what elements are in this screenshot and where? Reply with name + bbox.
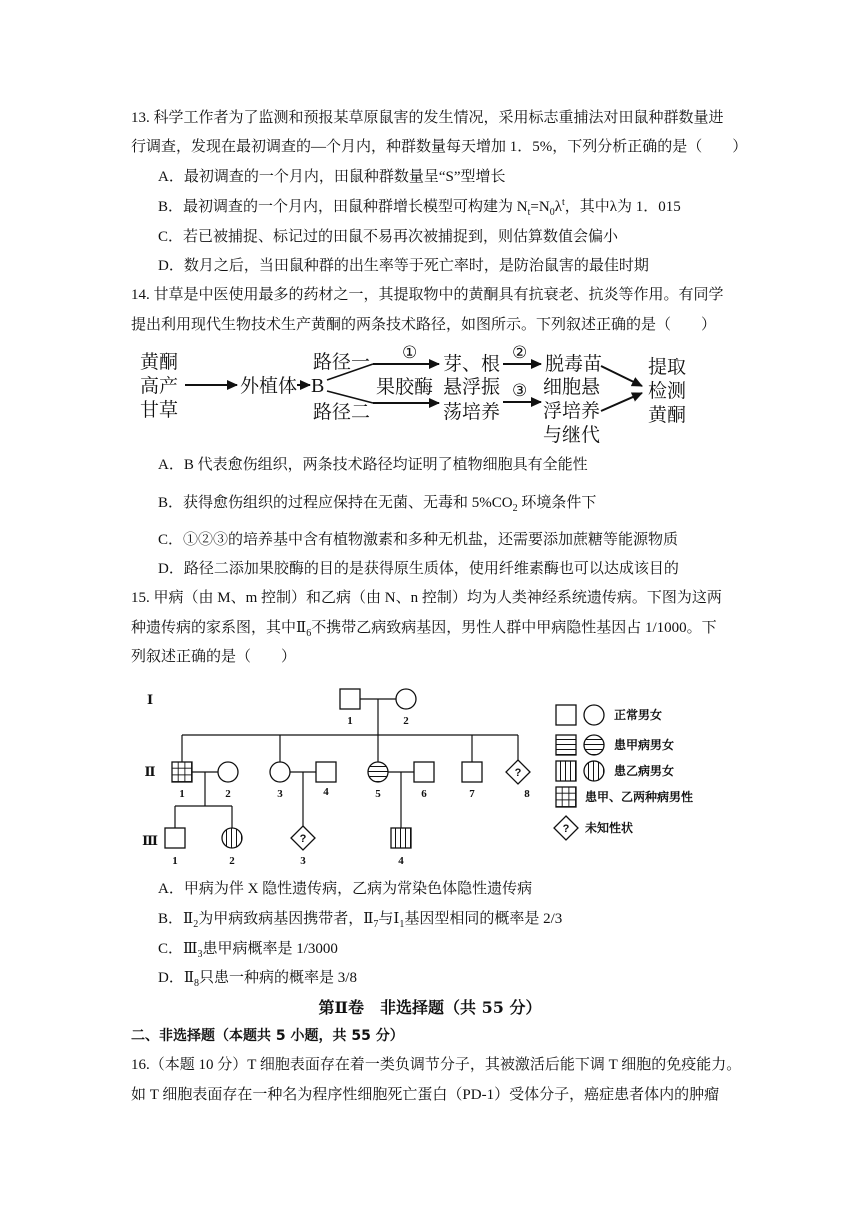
individual-III1-normal-male [165, 828, 185, 848]
q14-option-b [158, 493, 596, 513]
extract-line-2: 检测 [648, 380, 687, 402]
step-1-marker: ① [402, 343, 418, 363]
legend-label: 患甲病男女 [614, 738, 675, 752]
option-text: B．Ⅱ [158, 911, 194, 927]
individual-subscript: 7 [373, 919, 379, 930]
generation-label-3: Ⅲ [142, 833, 158, 848]
individual-II3-normal-female [270, 762, 290, 782]
extract-line-1: 提取 [648, 356, 687, 378]
q13-option-d: D．数月之后，当田鼠种群的出生率等于死亡率时，是防治鼠害的最佳时期 [158, 258, 649, 274]
explant-label: 外植体 [240, 375, 298, 397]
individual-number: 2 [229, 855, 235, 867]
q13-option-b-tail: ，其中λ为 1．015 [564, 199, 681, 215]
individual-I2-normal-female [396, 689, 416, 709]
step-2-marker: ② [512, 343, 528, 363]
individual-subscript: 1 [399, 919, 405, 930]
formula-superscript-t: t [561, 197, 565, 208]
q15-stem-line-1: 15. 甲病（由 M、m 控制）和乙病（由 N、n 控制）均为人类神经系统遗传病。下图为这两 [131, 590, 722, 606]
legend-normal-female-symbol [584, 705, 604, 725]
individual-number: 3 [300, 855, 306, 867]
flavonoid-production-diagram [0, 340, 860, 450]
individual-number: 1 [179, 788, 185, 800]
co2-subscript: 2 [512, 503, 518, 514]
arrow-converge-upper [601, 366, 642, 386]
q14-stem-line-1: 14. 甘草是中医使用最多的药材之一，其提取物中的黄酮具有抗衰老、抗炎等作用。有同学 [131, 287, 724, 303]
buds-roots-label: 芽、根 [443, 353, 501, 375]
legend-disease-b-male-symbol [556, 761, 576, 781]
pedigree-chart [0, 680, 860, 875]
individual-subscript: 3 [197, 949, 203, 960]
pectinase-label: 果胶酶 [376, 376, 434, 398]
q15-option-d [158, 968, 357, 988]
source-line-1: 黄酮 [140, 351, 179, 373]
individual-number: 6 [421, 788, 427, 800]
formula-equals: =N [530, 199, 550, 215]
q14-option-d: D．路径二添加果胶酶的目的是获得原生质体，使用纤维素酶也可以达成该目的 [158, 561, 679, 577]
generation-label-2: Ⅱ [144, 764, 156, 779]
legend-disease-a-female-symbol [584, 735, 604, 755]
option-text: 患甲病概率是 1/3000 [202, 941, 338, 957]
individual-subscript: 8 [194, 978, 200, 989]
step-3-marker: ③ [512, 381, 528, 401]
source-line-2: 高产 [140, 375, 179, 397]
individual-II1-both-diseases-male [172, 762, 192, 782]
individual-II2-normal-female [218, 762, 238, 782]
option-text: 为甲病致病基因携带者，Ⅱ [198, 911, 374, 927]
individual-I1-normal-male [340, 689, 360, 709]
individual-number: 2 [403, 715, 409, 727]
q14-option-b-text: B．获得愈伤组织的过程应保持在无菌、无毒和 5%CO [158, 495, 513, 511]
individual-II5-disease-a-female [368, 762, 388, 782]
pedigree-legend [554, 705, 693, 840]
option-text: 与Ⅰ [378, 911, 400, 927]
virus-free-seedlings-label: 脱毒苗 [545, 353, 603, 375]
individual-II4-normal-male [316, 762, 336, 782]
option-text: C．Ⅲ [158, 941, 198, 957]
q16-stem-line-1: 16.（本题 10 分）T 细胞表面存在着一类负调节分子，其被激活后能下调 T 细胞的免疫能力。 [131, 1057, 742, 1073]
option-text: D．Ⅱ [158, 970, 195, 986]
individual-III2-disease-b-female [222, 828, 242, 848]
part-heading: 二、非选择题（本题共 5 小题，共 55 分） [131, 1028, 404, 1044]
legend-normal-male-symbol [556, 705, 576, 725]
cell-suspension-line-3: 与继代 [543, 424, 601, 446]
arrow-converge-lower [601, 393, 642, 411]
individual-number: 5 [375, 788, 381, 800]
q14-option-a: A．B 代表愈伤组织，两条技术路径均证明了植物细胞具有全能性 [158, 457, 588, 473]
q13-stem-line-1: 13. 科学工作者为了监测和预报某草原鼠害的发生情况，采用标志重捕法对田鼠种群数量进 [131, 110, 724, 126]
q15-stem-line-2-text: 种遗传病的家系图，其中Ⅱ [131, 620, 307, 636]
legend-disease-b-female-symbol [584, 761, 604, 781]
individual-number: 3 [277, 788, 283, 800]
individual-number: 4 [398, 855, 404, 867]
unknown-mark: ? [562, 823, 570, 835]
individual-number: 7 [469, 788, 475, 800]
q14-stem-line-2: 提出利用现代生物技术生产黄酮的两条技术路径，如图所示。下列叙述正确的是（ ） [131, 317, 717, 333]
formula-lambda: λ [554, 199, 562, 215]
q14-option-c: C．①②③的培养基中含有植物激素和多种无机盐，还需要添加蔗糖等能源物质 [158, 532, 679, 548]
individual-II7-normal-male [462, 762, 482, 782]
q15-option-c [158, 939, 338, 959]
q13-option-c: C．若已被捕捉、标记过的田鼠不易再次被捕捉到，则估算数值会偏小 [158, 229, 619, 245]
legend-both-diseases-male-symbol [556, 787, 576, 807]
q15-option-b [158, 909, 562, 929]
legend-label: 患甲、乙两种病男性 [585, 790, 694, 804]
q15-stem-line-2 [131, 618, 717, 638]
individual-subscript: 2 [193, 919, 199, 930]
individual-number: 8 [524, 788, 530, 800]
path-two-label: 路径二 [313, 401, 371, 423]
individual-III4-disease-b-male [391, 828, 411, 848]
q14-option-b-tail: 环境条件下 [517, 495, 597, 511]
individual-number: 4 [323, 786, 329, 798]
q13-option-a: A．最初调查的一个月内，田鼠种群数量呈“S”型增长 [158, 169, 506, 185]
formula-n: N [516, 199, 528, 215]
cell-suspension-line-2: 浮培养 [543, 400, 601, 422]
source-line-3: 甘草 [140, 399, 179, 421]
q16-stem-line-2: 如 T 细胞表面存在一种名为程序性细胞死亡蛋白（PD-1）受体分子，癌症患者体内的肿瘤 [131, 1087, 720, 1103]
unknown-mark: ? [514, 767, 522, 779]
unknown-mark: ? [299, 833, 307, 845]
q15-stem-line-3: 列叙述正确的是（ ） [131, 649, 297, 665]
individual-subscript: 6 [306, 628, 312, 639]
legend-disease-a-male-symbol [556, 735, 576, 755]
section-title: 第Ⅱ卷 非选择题（共 55 分） [318, 998, 542, 1017]
generation-label-1: Ⅰ [146, 692, 154, 707]
legend-label: 正常男女 [614, 708, 663, 722]
suspension-shaking-line-2: 荡培养 [443, 401, 501, 423]
q13-option-b [158, 197, 681, 217]
path-one-label: 路径一 [313, 351, 371, 373]
q13-stem-line-2: 行调查，发现在最初调查的—个月内，种群数量每天增加 1．5%，下列分析正确的是（ ） [131, 139, 748, 155]
individual-number: 2 [225, 788, 231, 800]
option-text: 只患一种病的概率是 3/8 [199, 970, 357, 986]
legend-label: 未知性状 [585, 821, 634, 835]
suspension-shaking-line-1: 悬浮振 [443, 376, 501, 398]
q15-stem-line-2-tail: 不携带乙病致病基因，男性人群中甲病隐性基因占 1/1000。下 [311, 620, 717, 636]
individual-II6-normal-male [414, 762, 434, 782]
q15-option-a: A．甲病为伴 X 隐性遗传病，乙病为常染色体隐性遗传病 [158, 881, 533, 897]
extract-line-3: 黄酮 [648, 404, 687, 426]
option-text: 基因型相同的概率是 2/3 [404, 911, 563, 927]
legend-label: 患乙病男女 [614, 764, 675, 778]
formula-subscript-0: 0 [549, 207, 555, 218]
b-label: B [311, 375, 325, 397]
individual-number: 1 [172, 855, 178, 867]
q13-option-b-text: B．最初调查的一个月内，田鼠种群增长模型可构建为 [158, 199, 517, 215]
individual-number: 1 [347, 715, 353, 727]
cell-suspension-line-1: 细胞悬 [543, 376, 601, 398]
formula-subscript-t: t [527, 207, 531, 218]
